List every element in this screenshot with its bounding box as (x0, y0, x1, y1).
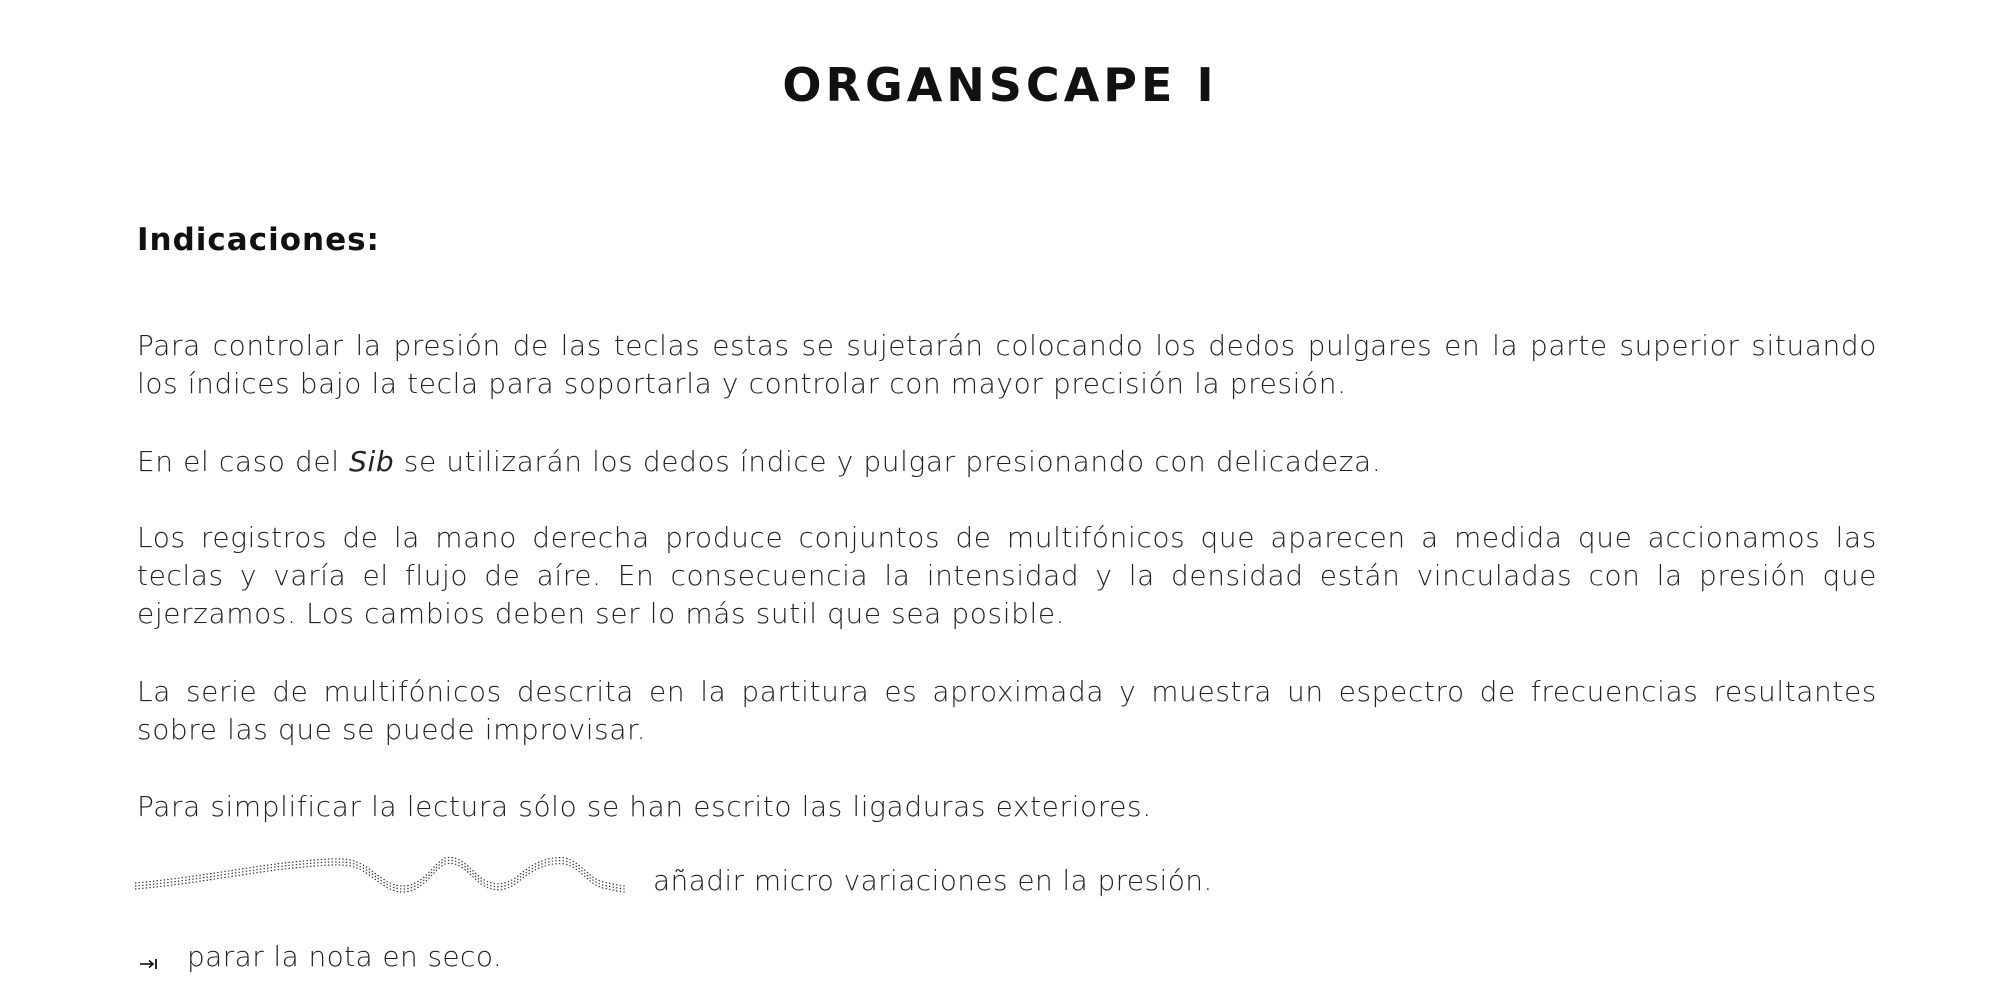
document-title: ORGANSCAPE I (782, 58, 1218, 112)
paragraph-sib (137, 443, 1877, 481)
paragraph-multiphonics: Los registros de la mano derecha produce conjuntos de multifónicos que aparecen a medida que accionamos las teclas y varía el flujo de aíre. En consecuencia la intensidad y la densidad están vinculadas con la presión que ejerzamos. Los cambios deben ser lo más sutil que sea posible. (137, 521, 1877, 630)
legend-text-micro-variations: añadir micro variaciones en la presión. (653, 864, 1213, 897)
legend-text-stop-note: parar la nota en seco. (187, 940, 503, 973)
legend-item-micro-variations (133, 848, 1933, 898)
paragraph-sib-before: En el caso del (137, 445, 350, 478)
legend-item-stop-note (137, 940, 1137, 980)
paragraph-frequency-series: La serie de multifónicos descrita en la partitura es aproximada y muestra un espectro de frecuencias resultantes sobre las que se puede improvisar. (137, 675, 1877, 746)
paragraph-key-pressure: Para controlar la presión de las teclas estas se sujetarán colocando los dedos pulgares en la parte superior situando los índices bajo la tecla para soportarla y controlar con mayor precisión la presión. (137, 329, 1877, 400)
paragraph-ligatures: Para simplificar la lectura sólo se han escrito las ligaduras exteriores. (137, 790, 1152, 823)
dotted-wave-line-icon (133, 848, 627, 898)
paragraph-sib-after: se utilizarán los dedos índice y pulgar presionando con delicadeza. (394, 445, 1382, 478)
section-heading: Indicaciones: (137, 222, 380, 258)
stop-arrow-icon (139, 958, 159, 970)
sib-note-name: Sib (349, 445, 395, 478)
